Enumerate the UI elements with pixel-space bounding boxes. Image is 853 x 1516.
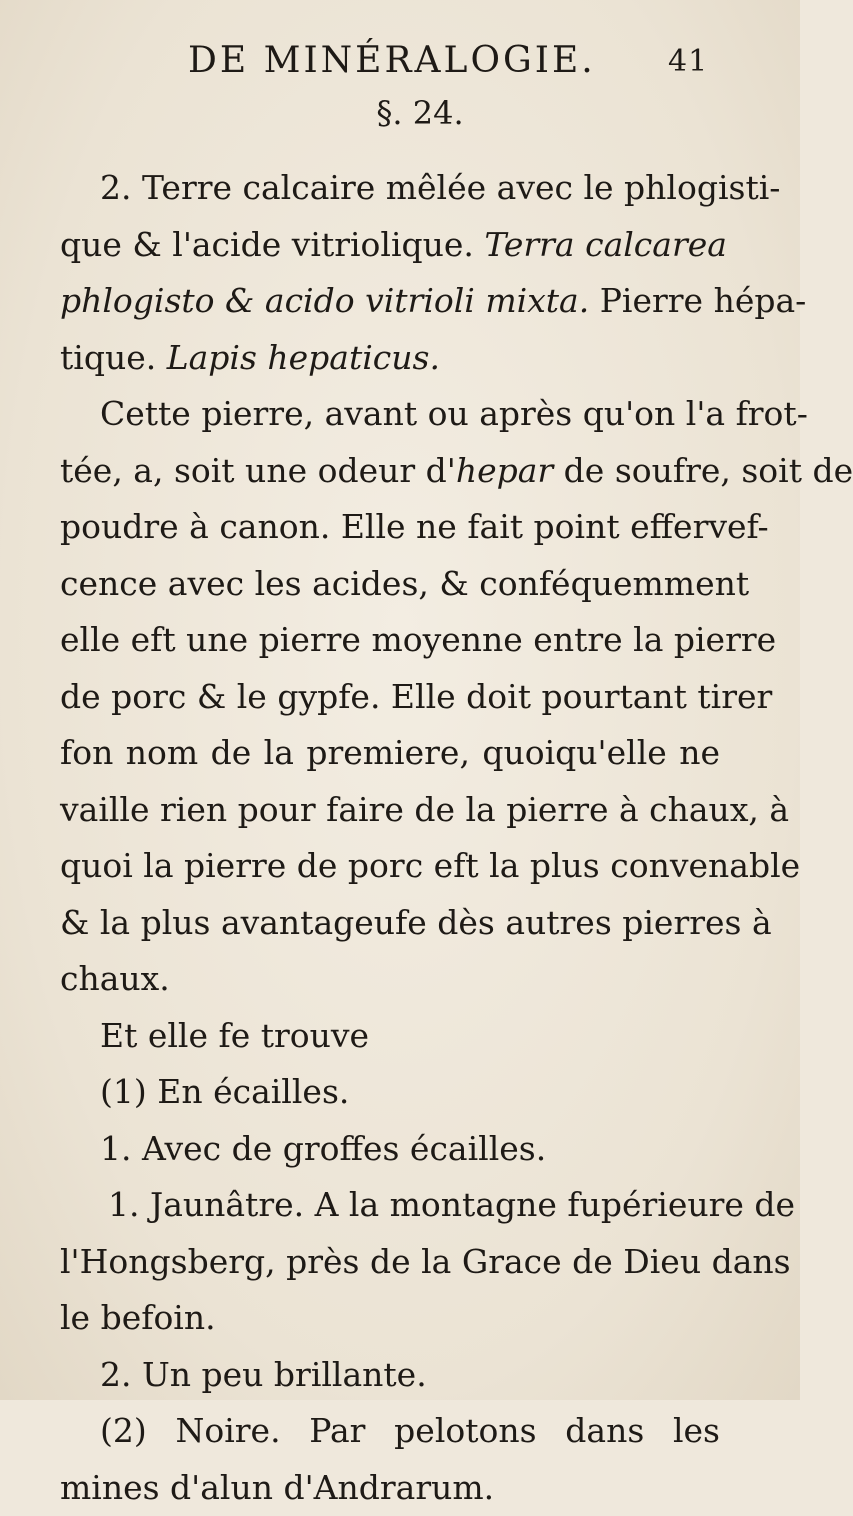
latin-name: phlogisto & acido vitrioli mixta.: [60, 281, 589, 320]
text-line: mines d'alun d'Andrarum.: [60, 1460, 720, 1516]
running-header: [0, 40, 800, 90]
text-line: quoi la pierre de porc eft la plus convenable: [60, 838, 720, 895]
text-line: Cette pierre, avant ou après qu'on l'a frot-: [60, 386, 720, 443]
text-line: tique. Lapis hepaticus.: [60, 330, 720, 387]
text-line: le befoin.: [60, 1290, 720, 1347]
text-line: Et elle fe trouve: [60, 1008, 720, 1065]
text-line: phlogisto & acido vitrioli mixta. Pierre hépa-: [60, 273, 720, 330]
text-line: 2. Un peu brillante.: [60, 1347, 720, 1404]
page-number: 41: [668, 44, 708, 79]
body-text: [60, 160, 720, 1516]
running-title: DE MINÉRALOGIE.: [188, 40, 596, 81]
subheading: (1) En écailles.: [60, 1064, 720, 1121]
text-line: 2. Terre calcaire mêlée avec le phlogisti-: [60, 160, 720, 217]
text-line: l'Hongsberg, près de la Grace de Dieu dans: [60, 1234, 720, 1291]
text-line: 1. Jaunâtre. A la montagne fupérieure de: [60, 1177, 720, 1234]
text-line: elle eft une pierre moyenne entre la pierre: [60, 612, 720, 669]
text-line: que & l'acide vitriolique. Terra calcarea: [60, 217, 720, 274]
latin-word: hepar: [456, 451, 553, 490]
text-line: cence avec les acides, & conféquemment: [60, 556, 720, 613]
text-line: vaille rien pour faire de la pierre à chaux, à: [60, 782, 720, 839]
latin-name: Lapis hepaticus.: [167, 338, 440, 377]
text-line: poudre à canon. Elle ne fait point effervef-: [60, 499, 720, 556]
text-line: tée, a, soit une odeur d'hepar de soufre, soit de: [60, 443, 720, 500]
text-line: 1. Avec de groffes écailles.: [60, 1121, 720, 1178]
text-line: chaux.: [60, 951, 720, 1008]
text-line: & la plus avantageufe dès autres pierres à: [60, 895, 720, 952]
subheading: (2) Noire. Par pelotons dans les: [60, 1403, 720, 1460]
text-line: fon nom de la premiere, quoiqu'elle ne: [60, 725, 720, 782]
text-line: de porc & le gypfe. Elle doit pourtant tirer: [60, 669, 720, 726]
section-heading: §. 24.: [0, 94, 800, 132]
latin-name: Terra calcarea: [484, 225, 727, 264]
